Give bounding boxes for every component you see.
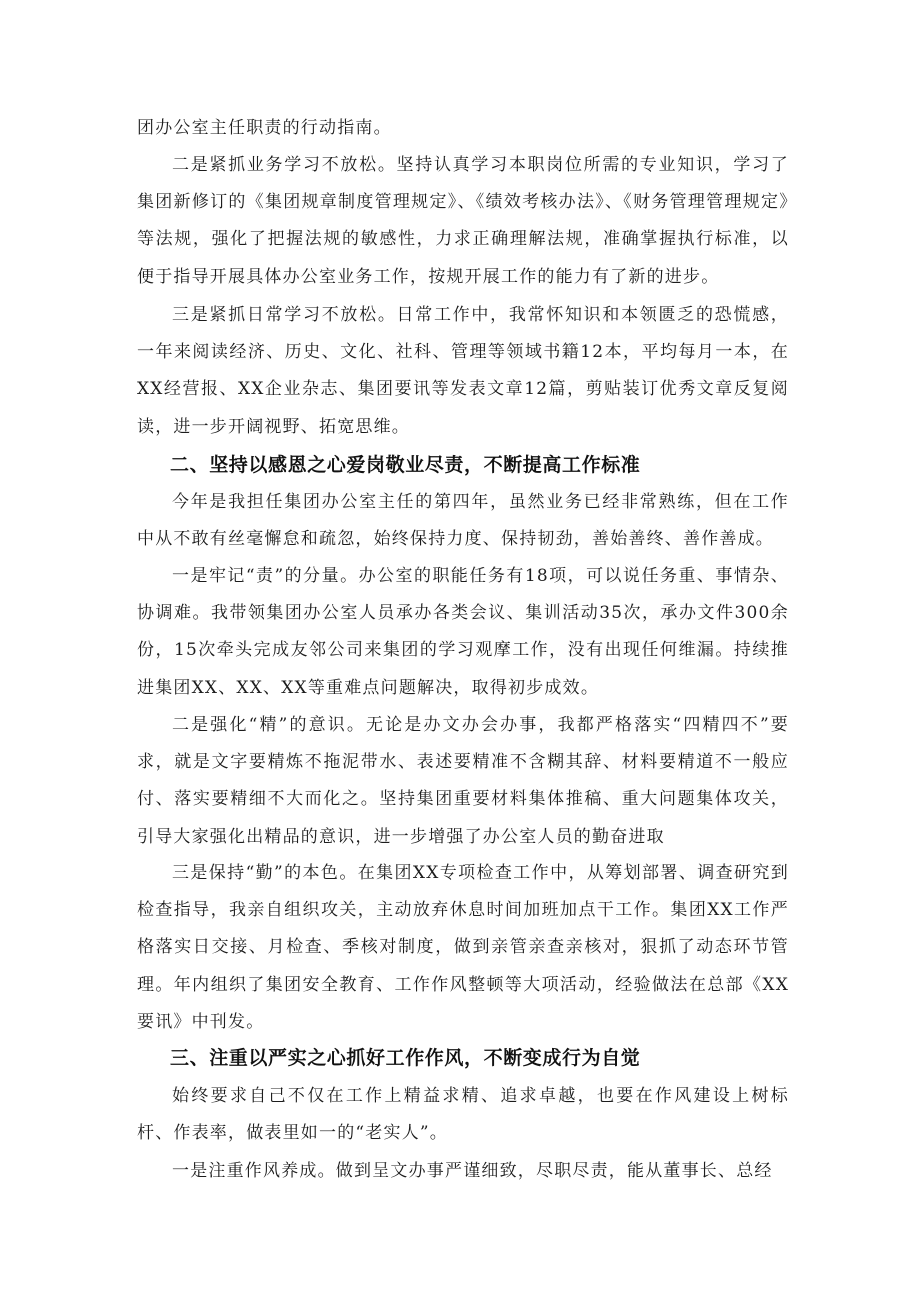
- paragraph-section-2-intro: 今年是我担任集团办公室主任的第四年，虽然业务已经非常熟练，但在工作中从不敢有丝毫懈怠和疏忽，始终保持力度、保持韧劲，善始善终、善作善成。: [137, 492, 789, 550]
- section-heading-2: 二、坚持以感恩之心爱岗敬业尽责，不断提高工作标准: [170, 454, 641, 476]
- paragraph-continuation: 团办公室主任职责的行动指南。: [137, 118, 392, 138]
- paragraph-section-3-intro: 始终要求自己不仅在工作上精益求精、追求卓越，也要在作风建设上树标杆、作表率，做表里如一的“老实人”。: [137, 1086, 789, 1144]
- paragraph-business-study: 二是紧抓业务学习不放松。坚持认真学习本职岗位所需的专业知识，学习了集团新修订的《集团规章制度管理规定》、《绩效考核办法》、《财务管理管理规定》等法规，强化了把握法规的敏感性，力求正确理解法规，准确掌握执行标准，以便于指导开展具体办公室业务工作，按规开展工作的能力有了新的进步。: [137, 155, 789, 287]
- paragraph-responsibility: 一是牢记“责”的分量。办公室的职能任务有18项，可以说任务重、事情杂、协调难。我带领集团办公室人员承办各类会议、集训活动35次，承办文件300余份，15次牵头完成友邻公司来集团的学习观摩工作，没有出现任何维漏。持续推进集团XX、XX、XX等重难点问题解决，取得初步成效。: [137, 566, 789, 698]
- paragraph-precision: 二是强化“精”的意识。无论是办文办会办事，我都严格落实“四精四不”要求，就是文字要精炼不拖泥带水、表述要精准不含糊其辞、材料要精道不一般应付、落实要精细不大而化之。坚持集团重要材料集体推稿、重大问题集体攻关，引导大家强化出精品的意识，进一步增强了办公室人员的勤奋进取: [137, 715, 789, 847]
- paragraph-work-style: 一是注重作风养成。做到呈文办事严谨细致，尽职尽责，能从董事长、总经: [172, 1161, 773, 1181]
- paragraph-daily-study: 三是紧抓日常学习不放松。日常工作中，我常怀知识和本领匮乏的恐慌感，一年来阅读经济、历史、文化、社科、管理等领域书籍12本，平均每月一本，在XX经营报、XX企业杂志、集团要讯等发表文章12篇，剪贴装订优秀文章反复阅读，进一步开阔视野、拓宽思维。: [137, 305, 789, 437]
- paragraph-diligence: 三是保持“勤”的本色。在集团XX专项检查工作中，从筹划部署、调查研究到检查指导，我亲自组织攻关，主动放弃休息时间加班加点干工作。集团XX工作严格落实日交接、月检查、季核对制度，做到亲管亲查亲核对，狠抓了动态环节管理。年内组织了集团安全教育、工作作风整顿等大项活动，经验做法在总部《XX要讯》中刊发。: [137, 863, 789, 1032]
- section-heading-3: 三、注重以严实之心抓好工作作风，不断变成行为自觉: [170, 1047, 641, 1069]
